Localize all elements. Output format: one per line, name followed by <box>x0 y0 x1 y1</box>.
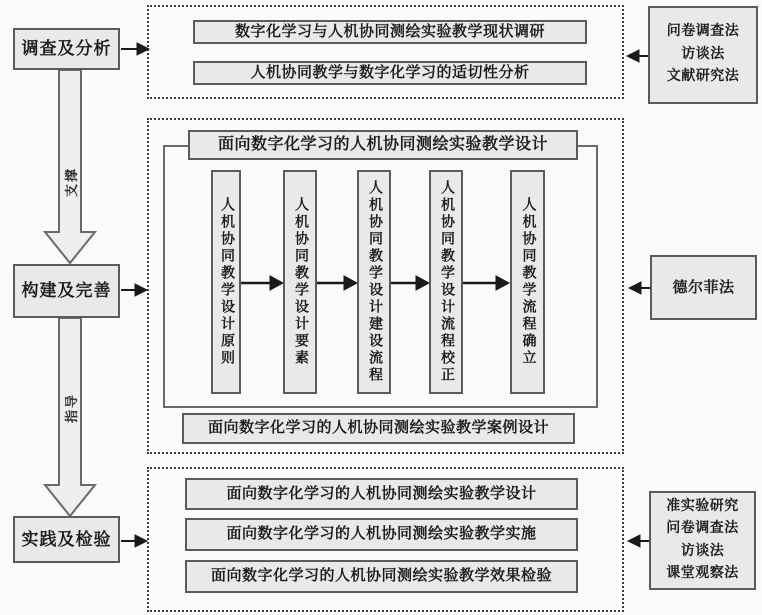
method-item: 访谈法 <box>680 543 725 559</box>
step-box-design-elements: 人机协同教学设计要素 <box>283 170 317 394</box>
method-item: 访谈法 <box>681 46 725 62</box>
arrow-stage3-to-phase3 <box>121 535 147 547</box>
step-box-process-correction: 人机协同教学设计流程校正 <box>429 170 463 394</box>
phase2-case-design-box: 面向数字化学习的人机协同测绘实验教学案例设计 <box>182 413 575 444</box>
arrow-methods3-to-phase3 <box>628 535 649 547</box>
arrow-step1-to-step2 <box>241 276 283 290</box>
step-box-process-construction: 人机协同教学设计建设流程 <box>357 170 391 394</box>
method-item: 准实验研究 <box>666 498 739 514</box>
arrow-step2-to-step3 <box>317 276 357 290</box>
arrow-methods1-to-phase1 <box>627 50 648 62</box>
arrow-stage2-to-phase2 <box>121 284 147 296</box>
method-item: 问卷调查法 <box>666 521 739 537</box>
connector-label-guidance: 指导 <box>63 393 79 424</box>
arrow-methods2-to-phase2 <box>629 282 650 294</box>
methods-box-phase1 <box>648 6 758 104</box>
phase2-title-box: 面向数字化学习的人机协同测绘实验教学设计 <box>188 130 578 160</box>
methods-box-phase2 <box>650 255 757 320</box>
stage-box-practice-verify: 实践及检验 <box>13 516 120 563</box>
stage-box-survey-analysis: 调查及分析 <box>13 28 120 70</box>
arrow-step4-to-step5 <box>463 276 509 290</box>
phase3-task-row-3: 面向数字化学习的人机协同测绘实验教学效果检验 <box>185 560 578 593</box>
step-box-process-establishment: 人机协同教学流程确立 <box>510 170 545 394</box>
method-item: 问卷调查法 <box>666 24 740 40</box>
step-box-design-principles: 人机协同教学设计原则 <box>211 170 241 394</box>
phase1-task-row-2: 人机协同教学与数字化学习的适切性分析 <box>193 61 587 85</box>
method-item: 德尔菲法 <box>672 279 735 296</box>
arrow-stage1-to-phase1 <box>121 43 149 55</box>
phase1-task-row-1: 数字化学习与人机协同测绘实验教学现状调研 <box>193 20 587 44</box>
arrow-step3-to-step4 <box>391 276 429 290</box>
connector-label-support: 支撑 <box>63 167 79 198</box>
method-item: 文献研究法 <box>666 69 740 85</box>
phase3-task-row-2: 面向数字化学习的人机协同测绘实验教学实施 <box>185 518 578 551</box>
method-item: 课堂观察法 <box>666 565 739 581</box>
methods-box-phase3 <box>649 491 756 590</box>
stage-box-construct-improve: 构建及完善 <box>13 264 120 318</box>
phase3-task-row-1: 面向数字化学习的人机协同测绘实验教学设计 <box>185 478 578 510</box>
